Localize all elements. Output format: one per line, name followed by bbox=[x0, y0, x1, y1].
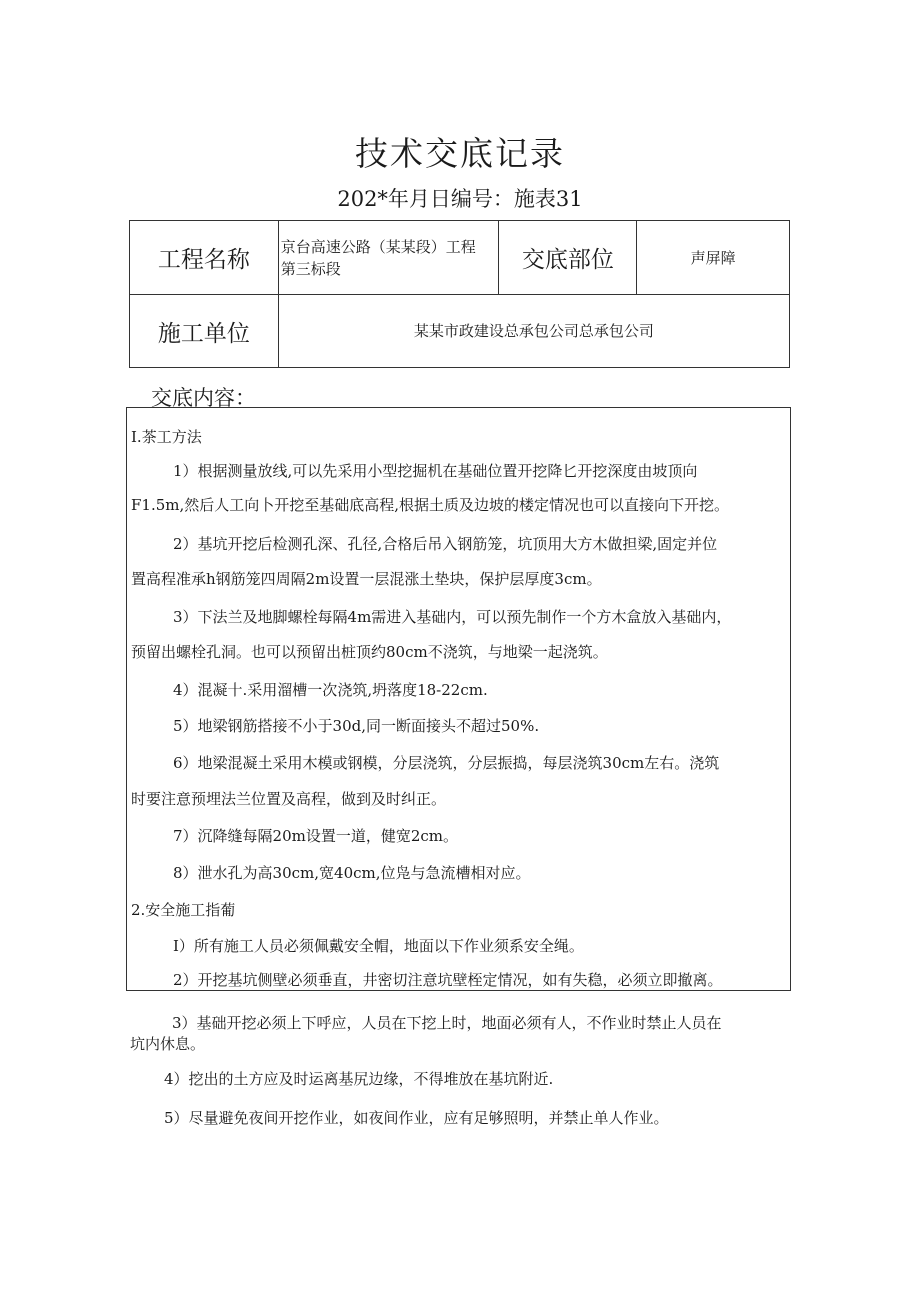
content-line: 7）沉降缝每隔20m设置一道，健宽2cm。 bbox=[173, 827, 459, 845]
body-line: 3）基础开挖必须上下呼应，人员在下挖上时，地面必须有人，不作业时禁止人员在 bbox=[172, 1014, 722, 1032]
content-line: 2.安全施工指葡 bbox=[131, 901, 236, 919]
content-line: I）所有施工人员必须佩戴安全帽，地面以下作业须系安全绳。 bbox=[173, 937, 584, 955]
body-line: 坑内休息。 bbox=[130, 1035, 206, 1053]
content-line: I.茶工方法 bbox=[131, 428, 202, 446]
content-line: 预留出螺栓孔洞。也可以预留出桩顶约80cm不浇筑，与地梁一起浇筑。 bbox=[131, 643, 608, 661]
info-table bbox=[129, 220, 790, 368]
project-name-line2: 第三标段 bbox=[280, 259, 341, 278]
content-line: 5）地梁钢筋搭接不小于30d,同一断面接头不超过50%. bbox=[173, 717, 540, 735]
project-name-value bbox=[278, 221, 499, 295]
project-name-line1: 京台高速公路（某某段）工程 bbox=[280, 237, 476, 256]
disclosure-part-label: 交底部位 bbox=[499, 221, 637, 295]
content-line: 2）开挖基坑侧壁必须垂直，井密切注意坑壁桎定情况，如有失稳，必须立即撤离。 bbox=[173, 971, 723, 989]
body-line: 5）尽量避免夜间开挖作业，如夜间作业，应有足够照明，并禁止单人作业。 bbox=[164, 1109, 669, 1127]
project-name-label: 工程名称 bbox=[130, 221, 279, 295]
content-line: 6）地梁混凝土采用木模或钢模，分层浇筑，分层振捣，每层浇筑30cm左右。浇筑 bbox=[173, 754, 720, 772]
content-line: 1）根据测量放线,可以先采用小型挖掘机在基础位置开挖降匕开挖深度由坡顶向 bbox=[173, 462, 698, 480]
content-line: 时要注意预埋法兰位置及高程，做到及时纠正。 bbox=[131, 790, 447, 808]
content-line: 置高程准承h钢筋笼四周隔2m设置一层混涨土垫块，保护层厚度3cm。 bbox=[131, 570, 602, 588]
content-label: 交底内容： bbox=[151, 386, 256, 410]
content-box bbox=[126, 407, 791, 991]
construction-unit-label: 施工单位 bbox=[130, 295, 279, 368]
content-line: 8）泄水孔为高30cm,宽40cm,位凫与急流槽相对应。 bbox=[173, 864, 531, 882]
construction-unit-value: 某某市政建设总承包公司总承包公司 bbox=[278, 295, 789, 368]
content-line: 4）混凝十.采用溜槽一次浇筑,坍落度18-22cm. bbox=[173, 681, 488, 699]
content-line: F1.5m,然后人工向卜开挖至基础底高程,根据土质及边坡的楼定情况也可以直接向下开挖。 bbox=[131, 496, 730, 514]
disclosure-part-value: 声屏障 bbox=[637, 221, 790, 295]
content-line: 2）基坑开挖后检测孔深、孔径,合格后吊入钢筋笼，坑顶用大方木做担梁,固定并位 bbox=[173, 535, 718, 553]
document-title: 技术交底记录 bbox=[355, 134, 565, 173]
body-line: 4）挖出的土方应及时运离基尻边缘，不得堆放在基坑附近. bbox=[164, 1070, 554, 1088]
content-line: 3）下法兰及地脚螺栓每隔4m需进入基础内，可以预先制作一个方木盒放入基础内， bbox=[173, 608, 732, 626]
document-subtitle: 202*年月日编号：施表31 bbox=[337, 187, 583, 211]
